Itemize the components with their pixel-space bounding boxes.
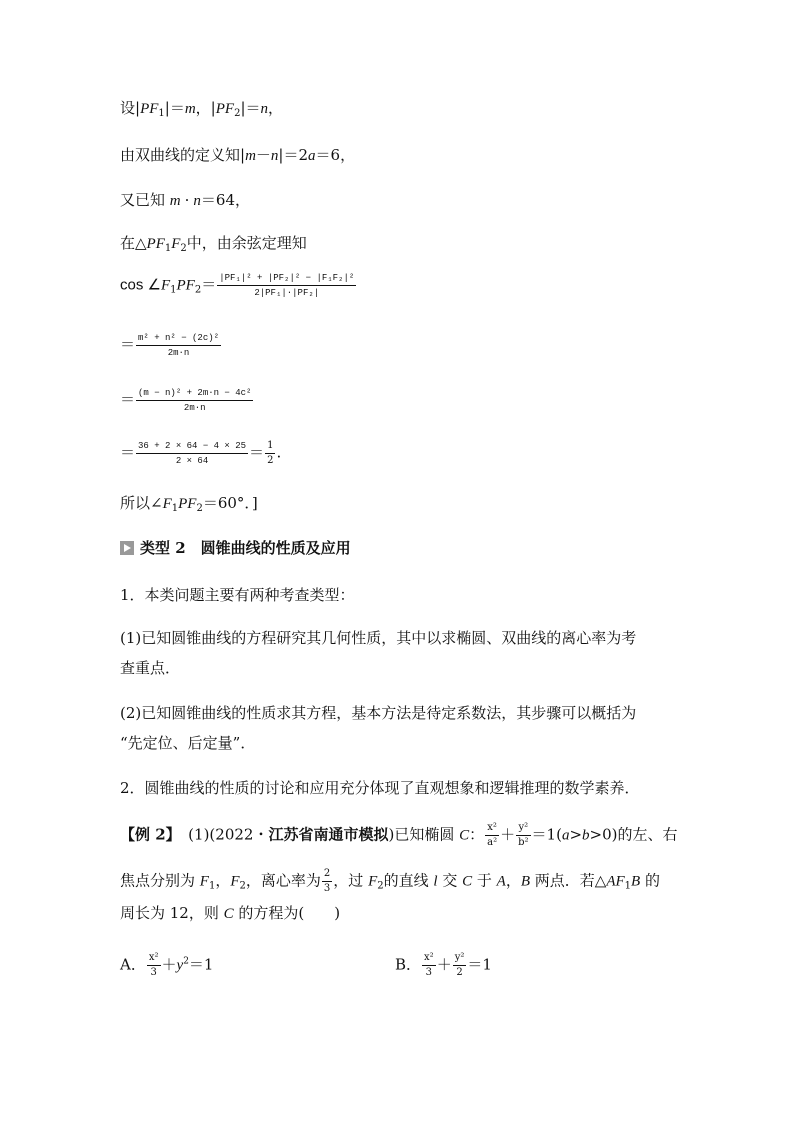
option-b[interactable]: B． $\frac{\text{x²}}{3}$ ＋ $\frac{\text{y²}}{2}$ ＝1: [395, 952, 492, 978]
step3-fraction: $\frac{36 + 2 \times 64 - 4 \times 25}{2 \times 64}$: [138, 441, 247, 466]
paragraph-3-line-1: (2)已知圆锥曲线的性质求其方程，基本方法是待定系数法，其步骤可以概括为: [120, 704, 637, 722]
section-heading: 类型 2 圆锥曲线的性质及应用: [120, 538, 351, 558]
example-2-line-3: 周长为 12，则 C 的方程为( ): [120, 904, 341, 922]
step2-fraction: $\frac{\text{(m − n)² + 2m·n − 4c²}}{2m\cdot n}$: [138, 388, 252, 413]
line-hyperbola-definition: 由双曲线的定义知|m－n|＝2a＝6，: [120, 146, 356, 164]
paragraph-2-line-2: 查重点．: [120, 659, 181, 677]
ellipse-x-fraction: $\frac{\text{x²}}{\text{a²}}$: [487, 822, 498, 848]
line-step-3: ＝ $\frac{36 + 2 \times 64 - 4 \times 25}{2 \times 64}$ ＝ $\frac{1}{2}$ .: [120, 440, 282, 466]
line-cos-formula: $\cos \angle F_1PF_2=$ $\frac{\text{|PF₁|² + |PF₂|² − |F₁F₂|²}}{\text{2|PF₁|·|PF₂|}}$: [120, 273, 355, 298]
ellipse-y-fraction: $\frac{\text{y²}}{\text{b²}}$: [518, 822, 529, 848]
line-product-known: 又已知 m · n＝64，: [120, 191, 250, 209]
play-triangle-icon: [120, 541, 134, 555]
example-2-line-2: 焦点分别为 $F_1$，$F_2$，离心率为 $\frac{2}{3}$ ，过 $F_2$的直线 l 交 C 于 A，B 两点．若$\triangle AF_1B$ 的: [120, 868, 660, 894]
paragraph-3-line-2: “先定位、后定量”．: [120, 734, 256, 752]
one-half-fraction: $\frac{1}{2}$: [267, 440, 274, 466]
eccentricity-fraction: $\frac{2}{3}$: [323, 868, 331, 894]
example-2-line-1: 【例 2】 (1)(2022・江苏省南通市模拟)已知椭圆 C： $\frac{\text{x²}}{\text{a²}}$ ＋ $\frac{\text{y²}}{\text{b²}}$ ＝1(a>b>0)的左、右: [120, 822, 678, 848]
example-tag: 【例 2】: [120, 825, 174, 844]
line-step-1: ＝ $\frac{\text{m² + n² − (2c)²}}{2m\cdot n}$: [120, 333, 220, 358]
paragraph-2-line-1: (1)已知圆锥曲线的方程研究其几何性质，其中以求椭圆、双曲线的离心率为考: [120, 629, 637, 647]
line-law-of-cosines: 在$\triangle PF_1F_2$中，由余弦定理知: [120, 234, 307, 254]
paragraph-4: 2．圆锥曲线的性质的讨论和应用充分体现了直观想象和逻辑推理的数学素养．: [120, 779, 640, 797]
cos-fraction: $\frac{\text{|PF₁|² + |PF₂|² − |F₁F₂|²}}{\text{2|PF₁|·|PF₂|}}$: [219, 273, 355, 298]
option-a-fraction: $\frac{\text{x²}}{3}$: [148, 952, 159, 978]
source-label: 江苏省南通市模拟: [268, 825, 389, 844]
paragraph-1: 1．本类问题主要有两种考查类型：: [120, 586, 355, 604]
option-b-y-fraction: $\frac{\text{y²}}{2}$: [454, 952, 465, 978]
step1-fraction: $\frac{\text{m² + n² − (2c)²}}{2m\cdot n}$: [138, 333, 220, 358]
line-define-m-n: 设$|PF_1|=m$，$|PF_2|=n$，: [120, 99, 284, 119]
line-step-2: ＝ $\frac{\text{(m − n)² + 2m·n − 4c²}}{2m\cdot n}$: [120, 388, 252, 413]
option-a[interactable]: A． $\frac{\text{x²}}{3}$ $+y^2=1$: [120, 952, 214, 978]
option-b-x-fraction: $\frac{\text{x²}}{3}$: [424, 952, 434, 978]
line-conclusion: 所以$\angle F_1PF_2=60^\circ$．]: [120, 494, 258, 514]
